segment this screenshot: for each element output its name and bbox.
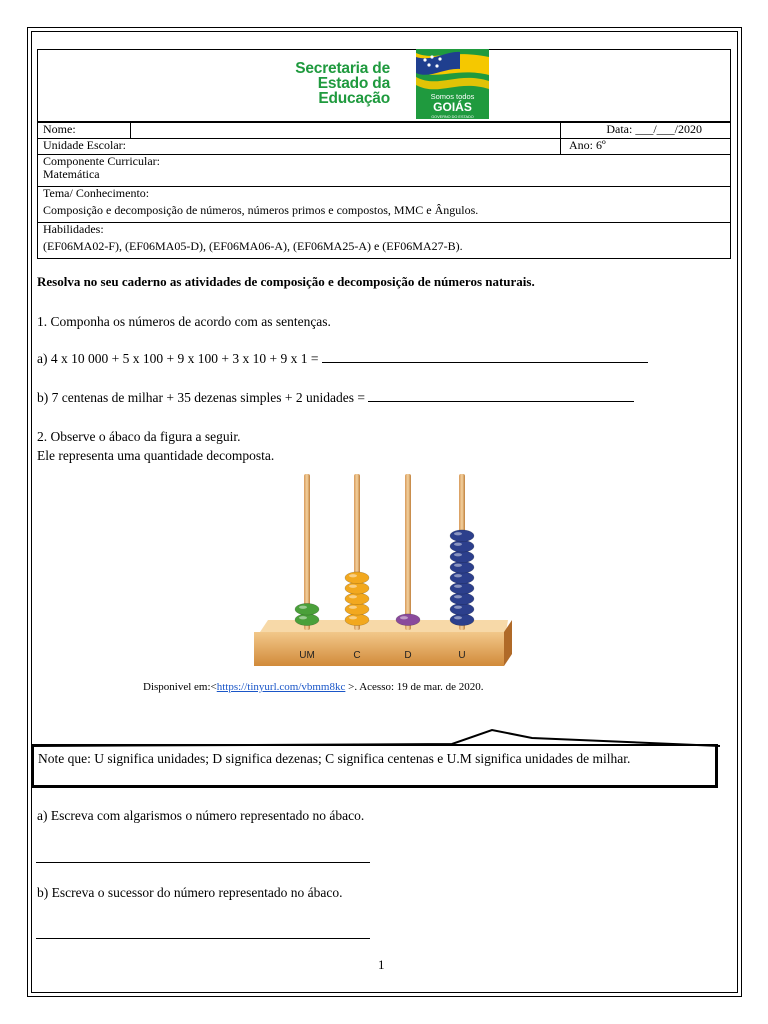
abacus-bead: [295, 603, 319, 615]
abacus-bead-highlight: [454, 543, 462, 546]
abacus-bead-highlight: [349, 585, 357, 588]
abacus-bead-highlight: [349, 574, 357, 577]
abacus-label-c: C: [353, 650, 361, 661]
q2-a-answer-line[interactable]: [36, 862, 370, 863]
componente-value: Matemática: [43, 167, 100, 181]
abacus-illustration: [254, 470, 516, 670]
abacus-bead-highlight: [400, 616, 408, 619]
q1-title: 1. Componha os números de acordo com as sentenças.: [37, 314, 331, 329]
abacus-bead-highlight: [454, 616, 462, 619]
abacus-bead-highlight: [454, 574, 462, 577]
abacus-bead: [295, 614, 319, 626]
abacus-bead-highlight: [454, 532, 462, 535]
abacus-bead-highlight: [349, 606, 357, 609]
secretaria-logo-text: [278, 61, 390, 106]
componente-cell: [38, 155, 731, 187]
abacus-bead-highlight: [454, 595, 462, 598]
abacus-bead: [450, 593, 474, 605]
caption-suffix: >. Acesso: 19 de mar. de 2020.: [345, 681, 484, 693]
abacus-bead: [396, 614, 420, 626]
abacus-rod-d: [405, 474, 411, 630]
tema-value: Composição e decomposição de números, números primos e compostos, MMC e Ângulos.: [43, 203, 479, 217]
abacus-bead: [450, 540, 474, 552]
abacus-bead: [450, 530, 474, 542]
unidade-field[interactable]: [131, 139, 561, 155]
q2-a: a) Escreva com algarismos o número representado no ábaco.: [37, 808, 365, 823]
abacus-bead-highlight: [349, 595, 357, 598]
habilidades-value: (EF06MA02-F), (EF06MA05-D), (EF06MA06-A), (EF06MA25-A) e (EF06MA27-B).: [43, 239, 463, 253]
goias-logo-icon: [416, 49, 489, 119]
org-line-2: Estado da: [317, 75, 390, 92]
abacus-bead-highlight: [349, 616, 357, 619]
unidade-label: Unidade Escolar:: [38, 139, 131, 155]
abacus-bead: [345, 614, 369, 626]
abacus-bead-highlight: [299, 606, 307, 609]
abacus-bead: [450, 551, 474, 563]
abacus-label-d: D: [404, 650, 412, 661]
componente-label: Componente Curricular:: [43, 154, 160, 168]
ano-field: Ano: 6º: [561, 139, 731, 155]
abacus-bead-highlight: [454, 553, 462, 556]
abacus-bead: [345, 582, 369, 594]
abacus-bead: [450, 614, 474, 626]
q1-a: [37, 351, 648, 367]
data-field[interactable]: Data: ___/___/2020: [561, 123, 731, 139]
q1-b: [37, 390, 634, 406]
abacus-bead: [345, 603, 369, 615]
abacus-bead-highlight: [454, 606, 462, 609]
image-caption: [143, 681, 484, 693]
abacus-label-u: U: [458, 650, 466, 661]
q1-a-text: a) 4 x 10 000 + 5 x 100 + 9 x 100 + 3 x 10 + 9 x 1 =: [37, 351, 319, 366]
caption-prefix: Disponivel em:<: [143, 681, 217, 693]
note-text: Note que: U significa unidades; D significa dezenas; C significa centenas e U.M significa unidades de milhar.: [38, 751, 631, 766]
q2-b: b) Escreva o sucessor do número representado no ábaco.: [37, 885, 343, 900]
habilidades-cell: [38, 223, 731, 259]
abacus-base: [254, 632, 504, 666]
q1-a-answer-line[interactable]: [322, 362, 648, 363]
instructions: Resolva no seu caderno as atividades de composição e decomposição de números naturais.: [37, 274, 535, 289]
abacus-bead-highlight: [299, 616, 307, 619]
student-info-table: [37, 122, 731, 259]
org-line-3: Educação: [318, 90, 390, 107]
page-number: 1: [378, 957, 385, 972]
tema-cell: [38, 187, 731, 223]
abacus-bead: [450, 561, 474, 573]
abacus-bead-highlight: [454, 585, 462, 588]
abacus-bead: [450, 603, 474, 615]
q2-title: 2. Observe o ábaco da figura a seguir.: [37, 429, 241, 444]
badge-footer: GOVERNO DO ESTADO: [431, 115, 474, 119]
abacus-bead: [450, 572, 474, 584]
abacus-bead: [345, 572, 369, 584]
q2-subtitle: Ele representa uma quantidade decomposta.: [37, 448, 275, 463]
q1-b-text: b) 7 centenas de milhar + 35 dezenas simples + 2 unidades =: [37, 390, 366, 405]
q1-b-answer-line[interactable]: [368, 401, 634, 402]
abacus-label-um: UM: [299, 650, 315, 661]
badge-line-2: GOIÁS: [433, 100, 472, 114]
tema-label: Tema/ Conhecimento:: [43, 186, 150, 200]
habilidades-label: Habilidades:: [43, 222, 104, 236]
abacus-bead-highlight: [454, 564, 462, 567]
abacus-bead: [345, 593, 369, 605]
org-line-1: Secretaria de: [295, 60, 390, 77]
q2-b-answer-line[interactable]: [36, 938, 370, 939]
nome-label: Nome:: [38, 123, 131, 139]
badge-line-1: Somos todos: [430, 92, 475, 101]
abacus-bead: [450, 582, 474, 594]
nome-field[interactable]: [131, 123, 561, 139]
caption-link[interactable]: https://tinyurl.com/vbmm8kc: [216, 681, 346, 693]
